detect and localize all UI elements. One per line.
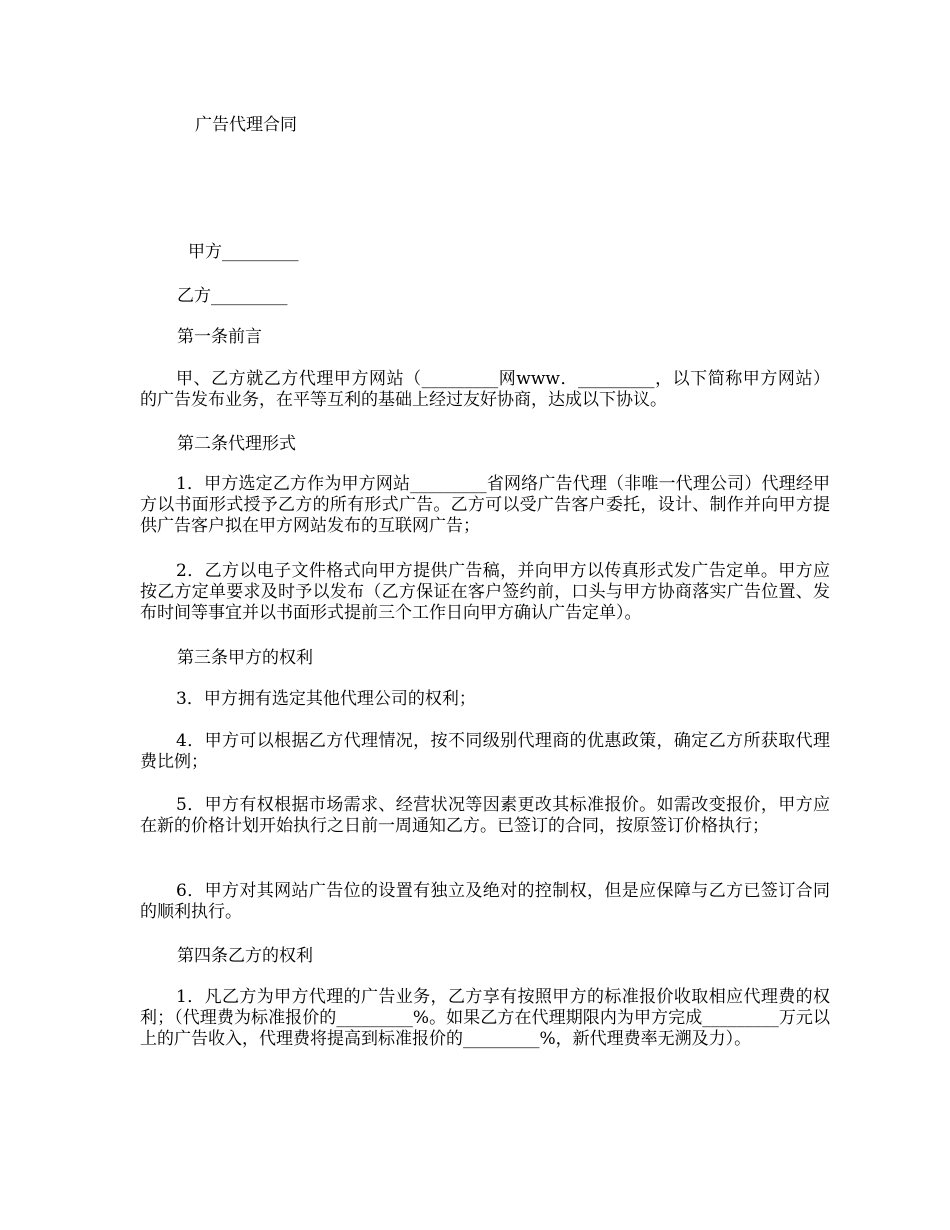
article-3-paragraph-1: 3．甲方拥有选定其他代理公司的权利；	[176, 689, 476, 709]
article-1-heading: 第一条前言	[177, 327, 262, 347]
party-a-line: 甲方_________	[188, 242, 299, 262]
article-3-paragraph-2: 4．甲方可以根据乙方代理情况，按不同级别代理商的优惠政策，确定乙方所获取代理费比例；	[140, 731, 830, 772]
article-3-paragraph-3: 5．甲方有权根据市场需求、经营状况等因素更改其标准报价。如需改变报价，甲方应在新的价格计划开始执行之日前一周通知乙方。已签订的合同，按原签订价格执行；	[140, 795, 830, 836]
article-4-paragraph-1: 1．凡乙方为甲方代理的广告业务，乙方享有按照甲方的标准报价收取相应代理费的权利；（代理费为标准报价的_________%。如果乙方在代理期限内为甲方完成_________万元以上的广告收入，代理费将提高到标准报价的_________%，新代理费率无溯及力）。	[140, 987, 830, 1049]
article-2-heading: 第二条代理形式	[177, 434, 296, 454]
article-2-paragraph-2: 2．乙方以电子文件格式向甲方提供广告稿，并向甲方以传真形式发广告定单。甲方应按乙方定单要求及时予以发布（乙方保证在客户签约前，口头与甲方协商落实广告位置、发布时间等事宜并以书面形式提前三个工作日向甲方确认广告定单）。	[140, 561, 830, 623]
article-2-paragraph-1: 1．甲方选定乙方作为甲方网站_________省网络广告代理（非唯一代理公司）代理经甲方以书面形式授予乙方的所有形式广告。乙方可以受广告客户委托，设计、制作并向甲方提供广告客户拟在甲方网站发布的互联网广告；	[140, 474, 830, 536]
article-3-heading: 第三条甲方的权利	[177, 648, 313, 668]
article-1-paragraph-1: 甲、乙方就乙方代理甲方网站（_________网www．_________，以下简称甲方网站）的广告发布业务，在平等互利的基础上经过友好协商，达成以下协议。	[140, 369, 830, 410]
article-3-paragraph-4: 6．甲方对其网站广告位的设置有独立及绝对的控制权，但是应保障与乙方已签订合同的顺利执行。	[140, 881, 830, 922]
party-b-line: 乙方_________	[177, 286, 288, 306]
article-4-heading: 第四条乙方的权利	[177, 946, 313, 966]
document-title: 广告代理合同	[195, 115, 297, 135]
